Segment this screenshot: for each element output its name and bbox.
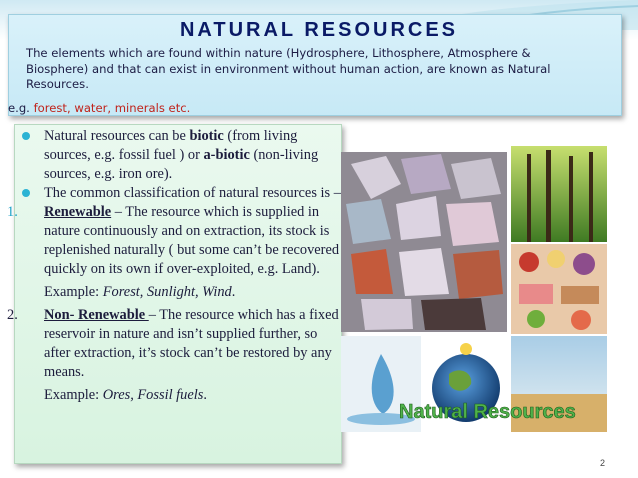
text: (from living sources, e.g. fossil fuel ) or bbox=[44, 128, 298, 163]
natural-resources-collage bbox=[341, 144, 607, 460]
example-label: Example: bbox=[44, 284, 103, 300]
example-renewable bbox=[20, 283, 342, 302]
term-renewable: Renewable bbox=[44, 204, 112, 220]
item-renewable bbox=[7, 203, 342, 279]
bullet-classification bbox=[20, 184, 342, 203]
text: (non-living sources, e.g. iron ore). bbox=[44, 147, 319, 182]
text: . bbox=[231, 284, 236, 300]
page-number: 2 bbox=[600, 458, 606, 468]
term-abiotic: a-biotic bbox=[203, 147, 250, 163]
collage-caption: Natural Resources bbox=[399, 401, 576, 423]
example-value: Forest, Sunlight, Wind bbox=[102, 284, 232, 300]
item-number: 2. bbox=[7, 307, 18, 323]
eg-list: forest, water, minerals etc. bbox=[33, 101, 191, 115]
example-nonrenewable bbox=[20, 386, 342, 405]
bullet-biotic bbox=[20, 127, 342, 184]
example-label: Example: bbox=[44, 387, 103, 403]
item-nonrenewable bbox=[7, 306, 342, 382]
intro-line-3: Resources. bbox=[26, 77, 89, 91]
item-number: 1. bbox=[7, 204, 18, 220]
intro-line-1: The elements which are found within nature (Hydrosphere, Lithosphere, Atmosphere & bbox=[26, 46, 531, 60]
text: . bbox=[203, 387, 207, 403]
content-list bbox=[7, 127, 342, 405]
term-biotic: biotic bbox=[189, 128, 224, 144]
text: The common classification of natural resources is – bbox=[44, 185, 341, 201]
bullet-dot bbox=[22, 189, 30, 197]
text: Natural resources can be bbox=[44, 128, 190, 144]
text: – The resource which has a fixed reservoir in nature and isn’t supplied further, so after extraction, it’s stock can’t be restored by any means. bbox=[44, 307, 339, 380]
term-nonrenewable: Non- Renewable bbox=[44, 307, 149, 323]
slide-title: NATURAL RESOURCES bbox=[179, 19, 459, 41]
text: – The resource which is supplied in nature continuously and on extraction, its stock is replenished naturally ( but some can’t be recovered quickly on its own if over-exploited, e.g. Land). bbox=[44, 204, 340, 277]
bullet-dot bbox=[22, 132, 30, 140]
intro-line-2: Biosphere) and that can exist in environment without human action, are known as Natural bbox=[26, 61, 551, 76]
eg-prefix: e.g. bbox=[8, 101, 34, 115]
intro-text bbox=[26, 46, 606, 93]
examples-line bbox=[8, 101, 190, 115]
example-value: Ores, Fossil fuels bbox=[102, 387, 204, 403]
